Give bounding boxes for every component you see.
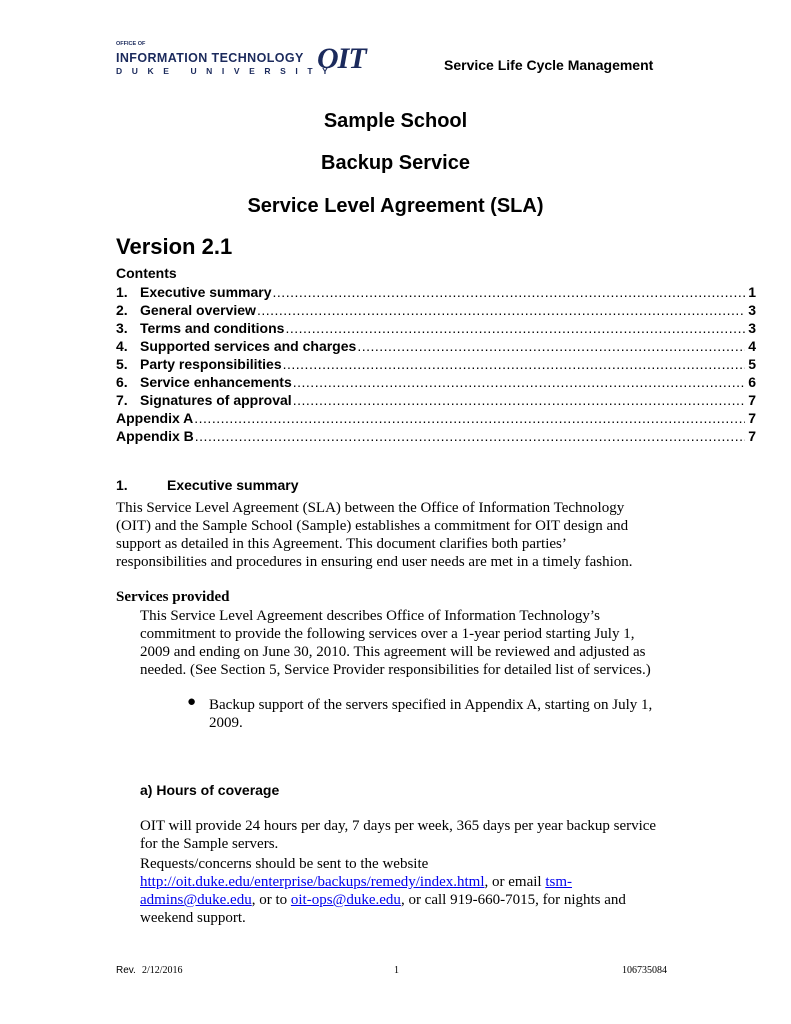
- toc-leader: [195, 428, 745, 444]
- toc-page: 5: [748, 356, 756, 372]
- hours-heading: a) Hours of coverage: [140, 782, 280, 798]
- toc-leader: [293, 374, 745, 390]
- toc-entry-6[interactable]: [116, 374, 756, 392]
- toc-number: 2.: [116, 302, 128, 318]
- toc-label: Executive summary: [140, 284, 272, 300]
- toc-number: 3.: [116, 320, 128, 336]
- toc-entry-7[interactable]: [116, 392, 756, 410]
- hours-paragraph-1: [140, 817, 656, 853]
- footer-rev-label: Rev.: [116, 965, 136, 976]
- toc-label: Terms and conditions: [140, 320, 285, 336]
- footer-doc-id: 106735084: [622, 965, 667, 976]
- text-line: needed. (See Section 5, Service Provider responsibilities for detailed list of services.): [140, 662, 651, 678]
- text-line: support as detailed in this Agreement. This document clarifies both parties’: [116, 536, 567, 552]
- text-fragment: , or to: [251, 892, 291, 908]
- toc-entry-4[interactable]: [116, 338, 756, 356]
- toc-number: 5.: [116, 356, 128, 372]
- bullet-icon: ●: [187, 694, 197, 710]
- section-1-heading: Executive summary: [167, 477, 299, 493]
- toc-number: 7.: [116, 392, 128, 408]
- services-bullet: [209, 696, 652, 732]
- text-line: OIT will provide 24 hours per day, 7 days per week, 365 days per year backup service: [140, 818, 657, 834]
- toc-leader: [357, 338, 745, 354]
- tsm-admins-email-link[interactable]: tsm-: [545, 874, 573, 890]
- text-line: This Service Level Agreement (SLA) between the Office of Information Technology: [116, 500, 625, 516]
- tsm-admins-email-link-cont[interactable]: admins@duke.edu: [140, 892, 252, 908]
- section-1-paragraph: [116, 499, 633, 571]
- toc-entry-3[interactable]: [116, 320, 756, 338]
- toc-leader: [283, 356, 745, 372]
- text-line: This Service Level Agreement describes Office of Information Technology’s: [140, 608, 600, 624]
- title-service: Backup Service: [321, 152, 470, 174]
- toc-leader: [285, 320, 745, 336]
- toc-label: Signatures of approval: [140, 392, 292, 408]
- footer-page-number: 1: [394, 965, 399, 976]
- toc-entry-5[interactable]: [116, 356, 756, 374]
- services-paragraph: [140, 607, 651, 679]
- toc-label: Appendix B: [116, 428, 194, 444]
- toc-page: 6: [748, 374, 756, 390]
- text-line: 2009 and ending on June 30, 2010. This agreement will be reviewed and adjusted as: [140, 644, 646, 660]
- toc-entry-appendix-a[interactable]: [116, 410, 756, 428]
- logo-oit: OIT: [317, 42, 366, 75]
- text-line: for the Sample servers.: [140, 836, 279, 852]
- toc-leader: [257, 302, 745, 318]
- toc-number: 4.: [116, 338, 128, 354]
- toc-entry-appendix-b[interactable]: [116, 428, 756, 446]
- toc-label: Service enhancements: [140, 374, 292, 390]
- text-line: responsibilities and procedures in ensuring end user needs are met in a timely fashion.: [116, 554, 633, 570]
- toc-leader: [194, 410, 745, 426]
- text-line: 2009.: [209, 715, 243, 731]
- header-title: Service Life Cycle Management: [444, 57, 654, 73]
- toc-entry-1[interactable]: [116, 284, 756, 302]
- title-school: Sample School: [323, 110, 468, 132]
- toc-leader: [293, 392, 745, 408]
- logo-office-of: OFFICE OF: [116, 41, 146, 47]
- toc-leader: [273, 284, 745, 300]
- toc-page: 7: [748, 428, 756, 444]
- text-line: weekend support.: [140, 910, 246, 926]
- title-sla: Service Level Agreement (SLA): [247, 195, 544, 217]
- text-line: [140, 873, 600, 891]
- logo-duke-university: DUKE UNIVERSITY: [116, 66, 338, 76]
- text-line: [140, 891, 626, 909]
- toc-page: 3: [748, 320, 756, 336]
- text-fragment: , or email: [484, 874, 546, 890]
- toc-label: Appendix A: [116, 410, 194, 426]
- hours-paragraph-2: [140, 855, 626, 927]
- toc-label: Supported services and charges: [140, 338, 357, 354]
- toc-page: 3: [748, 302, 756, 318]
- toc-entry-2[interactable]: [116, 302, 756, 320]
- toc-number: 1.: [116, 284, 128, 300]
- toc-label: Party responsibilities: [140, 356, 282, 372]
- toc-label: General overview: [140, 302, 256, 318]
- text-line: (OIT) and the Sample School (Sample) establishes a commitment for OIT design and: [116, 518, 629, 534]
- section-1-number: 1.: [116, 477, 128, 493]
- contents-label: Contents: [116, 265, 177, 281]
- text-line: Requests/concerns should be sent to the website: [140, 856, 429, 872]
- text-line: Backup support of the servers specified in Appendix A, starting on July 1,: [209, 697, 653, 713]
- text-fragment: , or call 919-660-7015, for nights and: [400, 892, 626, 908]
- toc-number: 6.: [116, 374, 128, 390]
- toc-page: 7: [748, 392, 756, 408]
- backup-website-link[interactable]: http://oit.duke.edu/enterprise/backups/remedy/index.html: [140, 874, 485, 890]
- toc-page: 4: [748, 338, 756, 354]
- footer-rev-date: 2/12/2016: [142, 965, 183, 976]
- toc-page: 1: [748, 284, 756, 300]
- oit-logo: [116, 42, 396, 78]
- toc-page: 7: [748, 410, 756, 426]
- text-line: commitment to provide the following services over a 1-year period starting July 1,: [140, 626, 635, 642]
- table-of-contents: [116, 284, 756, 446]
- logo-information-technology: INFORMATION TECHNOLOGY: [116, 51, 304, 65]
- version-heading: Version 2.1: [116, 234, 233, 259]
- oit-ops-email-link[interactable]: oit-ops@duke.edu: [290, 892, 401, 908]
- services-heading: Services provided: [116, 589, 230, 605]
